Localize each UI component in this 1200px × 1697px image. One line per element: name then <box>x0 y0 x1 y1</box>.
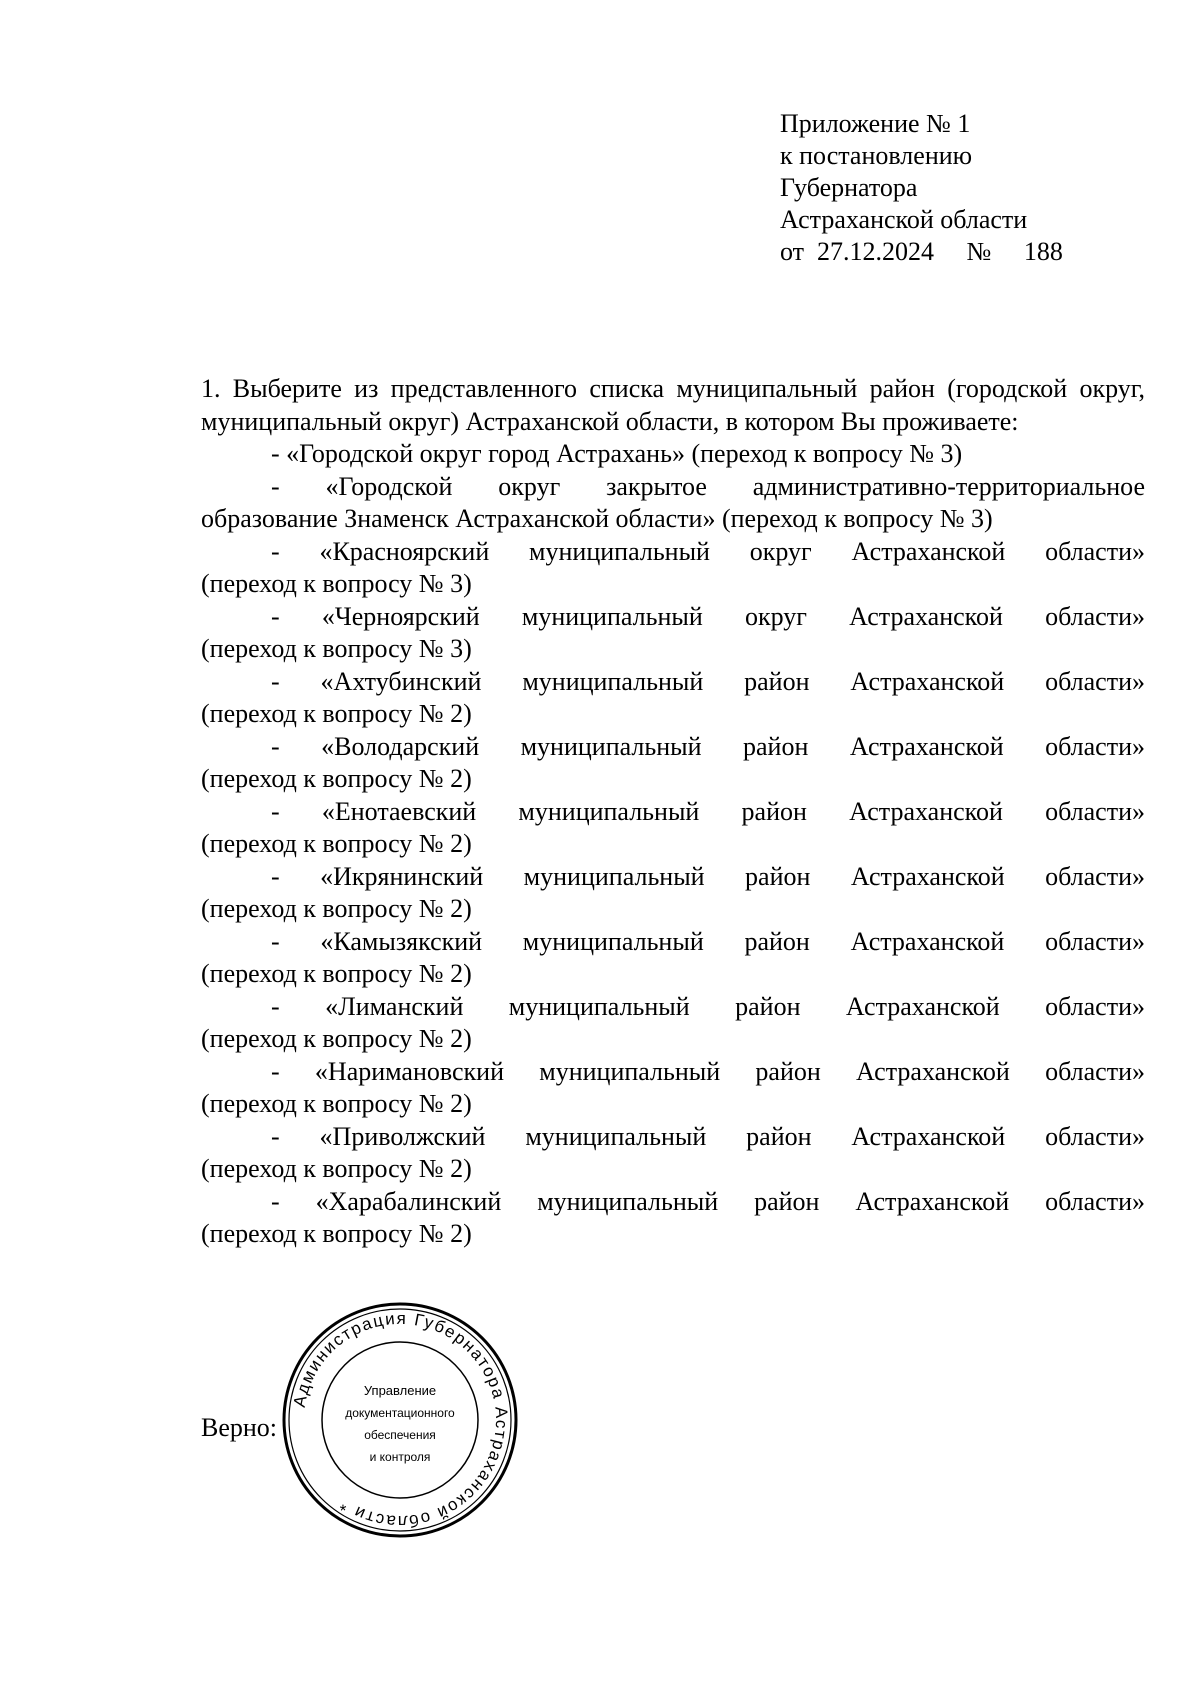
option-transition: (переход к вопросу № 2) <box>201 894 472 923</box>
appendix-resolution-line: к постановлению <box>780 141 973 170</box>
appendix-governor-line: Губернатора <box>780 173 918 202</box>
questionnaire-body <box>201 373 1145 1251</box>
seal-outer-text: Администрация Губернатора Астраханской области * <box>289 1308 512 1532</box>
resolution-number: 188 <box>1023 237 1063 266</box>
option-item <box>201 796 1145 861</box>
option-transition: (переход к вопросу № 3) <box>201 634 472 663</box>
seal-graphic <box>280 1300 520 1540</box>
option-item <box>201 861 1145 926</box>
option-item <box>201 991 1145 1056</box>
option-transition: (переход к вопросу № 2) <box>201 764 472 793</box>
option-text: - «Лиманский муниципальный район Астраханской области» <box>271 991 1145 1021</box>
option-item <box>201 926 1145 991</box>
seal-inner-line-2: документационного <box>345 1406 455 1420</box>
option-item <box>201 601 1145 666</box>
number-sign: № <box>966 237 992 266</box>
option-item <box>201 666 1145 731</box>
option-text: - «Городской округ город Астрахань» (переход к вопросу № 3) <box>271 439 963 468</box>
option-transition: (переход к вопросу № 2) <box>201 1154 472 1183</box>
resolution-date: 27.12.2024 <box>817 237 935 266</box>
option-text: - «Наримановский муниципальный район Астраханской области» <box>271 1056 1145 1086</box>
option-text: - «Приволжский муниципальный район Астраханской области» <box>271 1121 1145 1151</box>
option-text: - «Харабалинский муниципальный район Астраханской области» <box>271 1186 1145 1216</box>
options-list <box>201 438 1145 1251</box>
option-text: - «Черноярский муниципальный округ Астраханской области» <box>271 601 1145 631</box>
option-transition: (переход к вопросу № 2) <box>201 1089 472 1118</box>
appendix-region-line: Астраханской области <box>780 205 1028 234</box>
option-text: - «Ахтубинский муниципальный район Астраханской области» <box>271 666 1145 696</box>
option-transition: (переход к вопросу № 2) <box>201 959 472 988</box>
option-text: - «Красноярский муниципальный округ Астраханской области» <box>271 536 1145 566</box>
option-item <box>201 1186 1145 1251</box>
option-text: - «Енотаевский муниципальный район Астраханской области» <box>271 796 1145 826</box>
option-text: - «Городской округ закрытое административно-территориальное <box>271 471 1145 501</box>
option-item <box>201 1056 1145 1121</box>
option-transition: (переход к вопросу № 2) <box>201 1024 472 1053</box>
option-transition: (переход к вопросу № 2) <box>201 699 472 728</box>
option-transition: (переход к вопросу № 2) <box>201 829 472 858</box>
seal-inner-line-1: Управление <box>363 1383 437 1398</box>
option-transition: (переход к вопросу № 2) <box>201 1219 472 1248</box>
option-transition: (переход к вопросу № 3) <box>201 569 472 598</box>
seal-inner-line-4: и контроля <box>369 1450 431 1464</box>
appendix-date-line <box>780 236 1160 268</box>
option-transition: образование Знаменск Астраханской области» (переход к вопросу № 3) <box>201 504 993 533</box>
question-text: 1. Выберите из представленного списка муниципальный район (городской округ, муниципальный округ) Астраханской области, в котором Вы проживаете: <box>201 374 1145 436</box>
appendix-header <box>780 108 1160 268</box>
option-text: - «Володарский муниципальный район Астраханской области» <box>271 731 1145 761</box>
certification-label: Верно: <box>201 1413 278 1442</box>
official-seal <box>280 1300 520 1540</box>
option-item <box>201 471 1145 536</box>
option-text: - «Камызякский муниципальный район Астраханской области» <box>271 926 1145 956</box>
seal-inner-line-3: обеспечения <box>364 1428 436 1442</box>
option-item <box>201 731 1145 796</box>
date-prefix: от <box>780 237 805 266</box>
appendix-title: Приложение № 1 <box>780 109 971 138</box>
option-text: - «Икрянинский муниципальный район Астраханской области» <box>271 861 1145 891</box>
option-item <box>201 536 1145 601</box>
option-item <box>201 1121 1145 1186</box>
option-item <box>201 438 1145 471</box>
